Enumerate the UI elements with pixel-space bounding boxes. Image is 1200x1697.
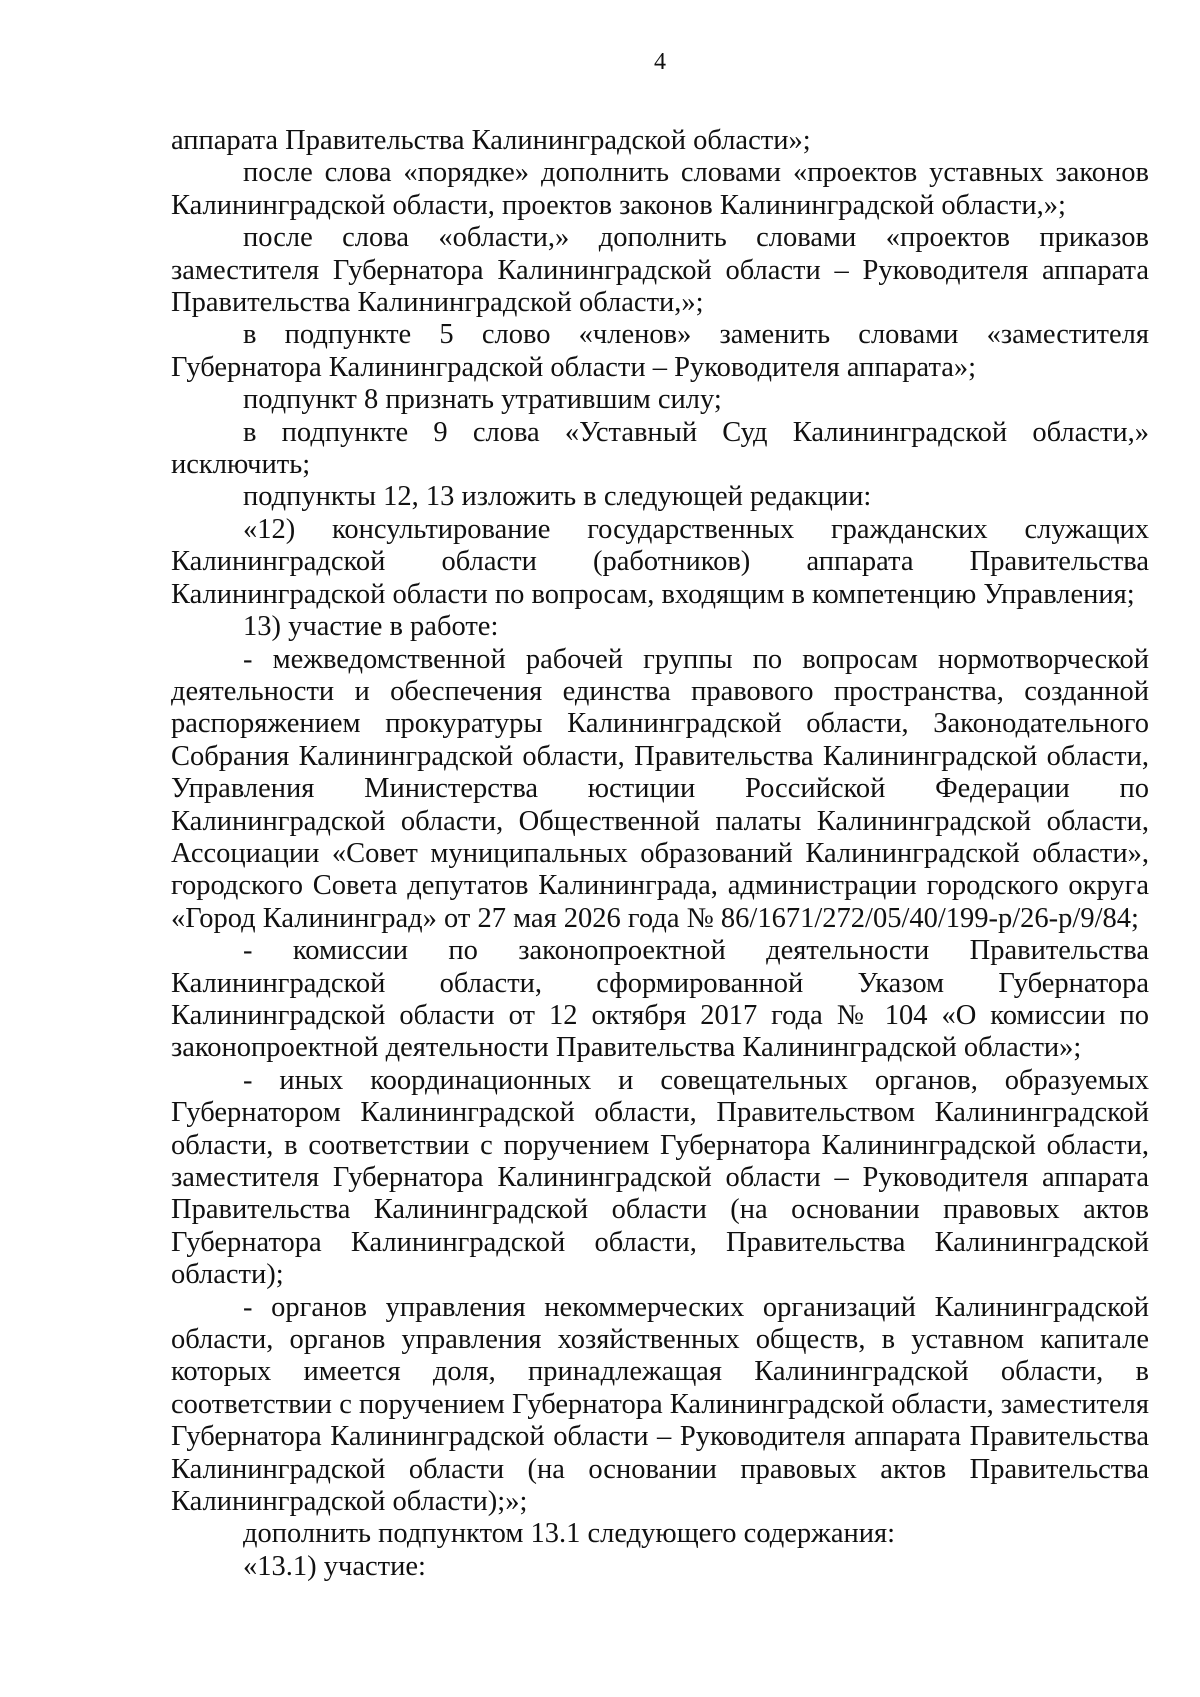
paragraph: в подпункте 5 слово «членов» заменить словами «заместителя Губернатора Калининградской области – Руководителя аппарата»; — [171, 319, 1149, 383]
paragraph: аппарата Правительства Калининградской области»; — [171, 125, 811, 156]
paragraph: - органов управления некоммерческих организаций Калининградской области, органов управления хозяйственных обществ, в уставном капитале которых имеется доля, принадлежащая Калининградской области, в соответствии с поручением Губернатора Калининградской области, заместителя Губернатора Калининградской области – Руководителя аппарата Правительства Калининградской области (на основании правовых актов Правительства Калининградской области);»; — [171, 1291, 1149, 1518]
paragraph: - иных координационных и совещательных органов, образуемых Губернатором Калининградской области, Правительством Калининградской области, в соответствии с поручением Губернатора Калининградской области, заместителя Губернатора Калининградской области – Руководителя аппарата Правительства Калининградской области (на основании правовых актов Губернатора Калининградской области, Правительства Калининградской области); — [171, 1064, 1149, 1291]
paragraph: - межведомственной рабочей группы по вопросам нормотворческой деятельности и обеспечения единства правового пространства, созданной распоряжением прокуратуры Калининградской области, Законодательного Собрания Калининградской области, Правительства Калининградской области, Управления Министерства юстиции Российской Федерации по Калининградской области, Общественной палаты Калининградской области, Ассоциации «Совет муниципальных образований Калининградской области», городского Совета депутатов Калининграда, администрации городского округа «Город Калининград» от 27 мая 2026 года № 86/1671/272/05/40/199-р/26-р/9/84; — [171, 643, 1149, 934]
paragraph: подпункт 8 признать утратившим силу; — [243, 384, 722, 416]
document-body — [171, 125, 1149, 1583]
paragraph: после слова «порядке» дополнить словами «проектов уставных законов Калининградской области, проектов законов Калининградской области,»; — [171, 157, 1149, 221]
paragraph: в подпункте 9 слова «Уставный Суд Калининградской области,» исключить; — [171, 416, 1149, 481]
paragraph: - комиссии по законопроектной деятельности Правительства Калининградской области, сформированной Указом Губернатора Калининградской области от 12 октября 2017 года № 104 «О комиссии по законопроектной деятельности Правительства Калининградской области»; — [171, 935, 1149, 1064]
paragraph: «12) консультирование государственных гражданских служащих Калининградской области (работников) аппарата Правительства Калининградской области по вопросам, входящим в компетенцию Управления; — [171, 513, 1149, 610]
paragraph: 13) участие в работе: — [243, 611, 499, 643]
paragraph: «13.1) участие: — [243, 1550, 426, 1582]
paragraph: дополнить подпунктом 13.1 следующего содержания: — [243, 1518, 896, 1550]
paragraph: подпункты 12, 13 изложить в следующей редакции: — [243, 481, 872, 513]
paragraph: после слова «области,» дополнить словами «проектов приказов заместителя Губернатора Калининградской области – Руководителя аппарата Правительства Калининградской области,»; — [171, 222, 1149, 319]
page-number: 4 — [654, 49, 666, 75]
